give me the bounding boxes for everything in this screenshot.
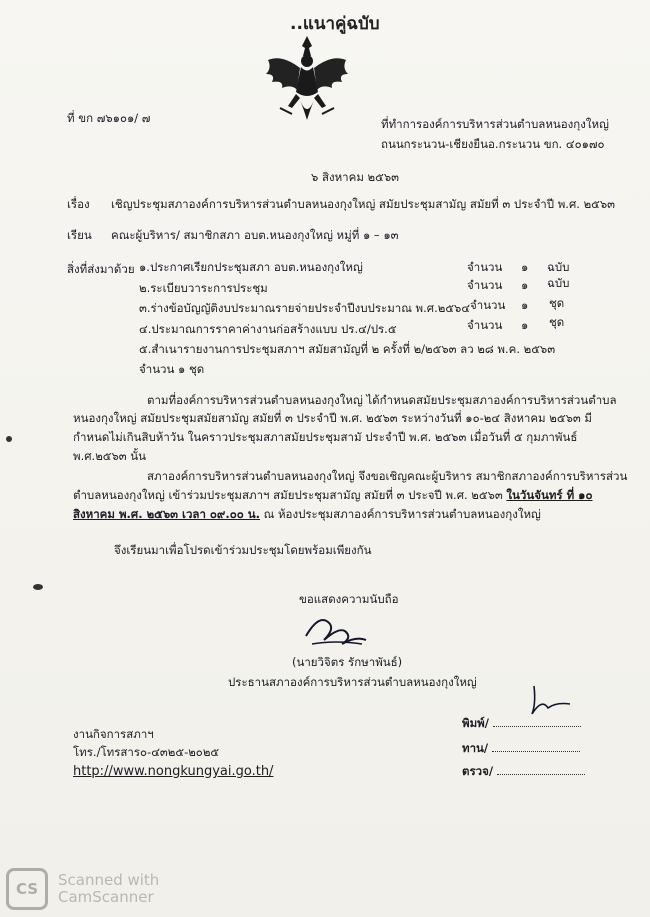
document-date: ๖ สิงหาคม ๒๕๖๓: [311, 170, 400, 184]
body-paragraph-1-line-1: ตามที่องค์การบริหารส่วนตำบลหนองกุงใหญ่ ได้กำหนดสมัยประชุมสภาองค์การบริหารส่วนตำบล: [147, 393, 617, 407]
subject-label: เรื่อง: [67, 197, 90, 211]
recipient-label: เรียน: [67, 228, 92, 242]
office-address-line1: ที่ทำการองค์การบริหารส่วนตำบลหนองกุงใหญ่: [381, 117, 609, 131]
enclosure-item: ๒.ระเบียบวาระการประชุม: [139, 281, 268, 295]
enclosure-item: ๕.สำเนารายงานการประชุมสภาฯ สมัยสามัญที่ ๒ ครั้งที่ ๒/๒๕๖๓ ลว ๒๘ พ.ค. ๒๕๖๓: [139, 342, 556, 356]
phone-fax: โทร./โทรสาร๐-๔๓๒๕-๒๐๒๕: [73, 745, 220, 759]
verified-by-label: ตรวจ/: [462, 764, 494, 778]
department-name: งานกิจการสภาฯ: [73, 727, 154, 741]
body-paragraph-1-line-3: กำหนดไม่เกินสิบห้าวัน ในคราวประชุมสภาสมัยประชุมสามั ประจำปี พ.ศ. ๒๕๖๓ เมื่อวันที่ ๕ กุมภาพันธ์: [73, 430, 578, 444]
enclosure-qty-label: จำนวน: [470, 298, 506, 312]
enclosure-qty: ๑: [521, 278, 529, 292]
enclosure-item5-qty: จำนวน ๑ ชุด: [139, 362, 205, 376]
office-address-line2: ถนนกระนวน-เชียงยืนอ.กระนวน ขก. ๔๐๑๗๐: [381, 137, 605, 151]
enclosure-item: ๑.ประกาศเรียกประชุมสภา อบต.หนองกุงใหญ่: [139, 260, 363, 274]
enclosure-unit: ชุด: [549, 315, 565, 329]
document-number: ที่ ขก ๗๖๑๐๑/ ๗: [67, 111, 151, 125]
watermark-line1: Scanned with: [58, 871, 160, 889]
closing-request: จึงเรียนมาเพื่อโปรดเข้าร่วมประชุมโดยพร้อมเพียงกัน: [114, 543, 372, 557]
enclosure-qty: ๑: [521, 260, 529, 274]
enclosure-qty: ๑: [521, 318, 529, 332]
closing-salutation: ขอแสดงความนับถือ: [299, 592, 399, 606]
chairman-signature: [300, 606, 372, 650]
scanner-watermark: [6, 868, 159, 910]
website-url: http://www.nongkungyai.go.th/: [73, 764, 274, 779]
meeting-session-text: ตำบลหนองกุงใหญ่ เข้าร่วมประชุมสภาฯ สมัยประชุมสามัญ สมัยที่ ๓ ประจปี พ.ศ. ๒๕๖๓: [73, 488, 503, 502]
enclosure-qty: ๑: [521, 298, 529, 312]
signatory-name: (นายวิจิตร รักษาพันธ์): [292, 655, 403, 669]
enclosure-unit: ฉบับ: [547, 276, 570, 290]
dotted-line: [492, 751, 580, 752]
meeting-venue-text: ณ ห้องประชุมสภาองค์การบริหารส่วนตำบลหนองกุงใหญ่: [263, 507, 541, 521]
garuda-emblem: [262, 34, 352, 122]
body-paragraph-2-line-1: สภาองค์การบริหารส่วนตำบลหนองกุงใหญ่ จึงขอเชิญคณะผู้บริหาร สมาชิกสภาองค์การบริหารส่วน: [147, 469, 628, 483]
recipient-text: คณะผู้บริหาร/ สมาชิกสภา อบต.หนองกุงใหญ่ หมู่ที่ ๑ – ๑๓: [111, 228, 399, 242]
binder-hole: [6, 436, 12, 442]
body-paragraph-1-line-2: หนองกุงใหญ่ สมัยประชุมสมัยสามัญ สมัยที่ ๓ ประจำปี พ.ศ. ๒๕๖๓ ระหว่างวันที่ ๑๐-๒๔ สิงหาคม ๒๕๖๓ มี: [73, 411, 592, 425]
checked-by-label: ทาน/: [462, 741, 489, 755]
body-paragraph-2-line-3: [73, 507, 541, 521]
watermark-line2: CamScanner: [58, 888, 154, 906]
enclosure-unit: ฉบับ: [547, 260, 570, 274]
watermark-text: [58, 872, 159, 906]
enclosures-label: สิ่งที่ส่งมาด้วย: [67, 262, 135, 276]
verified-by-row: [462, 764, 585, 778]
signatory-position: ประธานสภาองค์การบริหารส่วนตำบลหนองกุงใหญ่: [228, 675, 477, 689]
meeting-day-highlight: ในวันจันทร์ ที่ ๑๐: [506, 488, 593, 502]
body-paragraph-1-line-4: พ.ศ.๒๕๖๓ นั้น: [73, 449, 147, 463]
enclosure-qty-label: จำนวน: [467, 318, 503, 332]
typist-initial: [526, 684, 576, 720]
checked-by-row: [462, 741, 580, 755]
enclosure-qty-label: จำนวน: [467, 278, 503, 292]
dotted-line: [493, 726, 581, 727]
enclosure-qty-label: จำนวน: [467, 260, 503, 274]
binder-hole: [33, 584, 43, 590]
body-paragraph-2-line-2: [73, 488, 592, 502]
copy-stamp: ..แนาคู่ฉบับ: [290, 14, 380, 34]
enclosure-unit: ชุด: [549, 296, 565, 310]
enclosure-item: ๓.ร่างข้อบัญญัติงบประมาณรายจ่ายประจำปีงบประมาณ พ.ศ.๒๕๖๔: [139, 301, 471, 315]
subject-text: เชิญประชุมสภาองค์การบริหารส่วนตำบลหนองกุงใหญ่ สมัยประชุมสามัญ สมัยที่ ๓ ประจำปี พ.ศ. ๒๕๖๓: [111, 197, 616, 211]
typed-by-label: พิมพ์/: [462, 716, 489, 730]
meeting-time-highlight: สิงหาคม พ.ศ. ๒๕๖๓ เวลา ๐๙.๐๐ น.: [73, 507, 260, 521]
enclosure-item: ๔.ประมาณการราคาค่างานก่อสร้างแบบ ปร.๔/ปร.๕: [139, 322, 397, 336]
camscanner-logo-icon: CS: [6, 868, 48, 910]
dotted-line: [497, 774, 585, 775]
